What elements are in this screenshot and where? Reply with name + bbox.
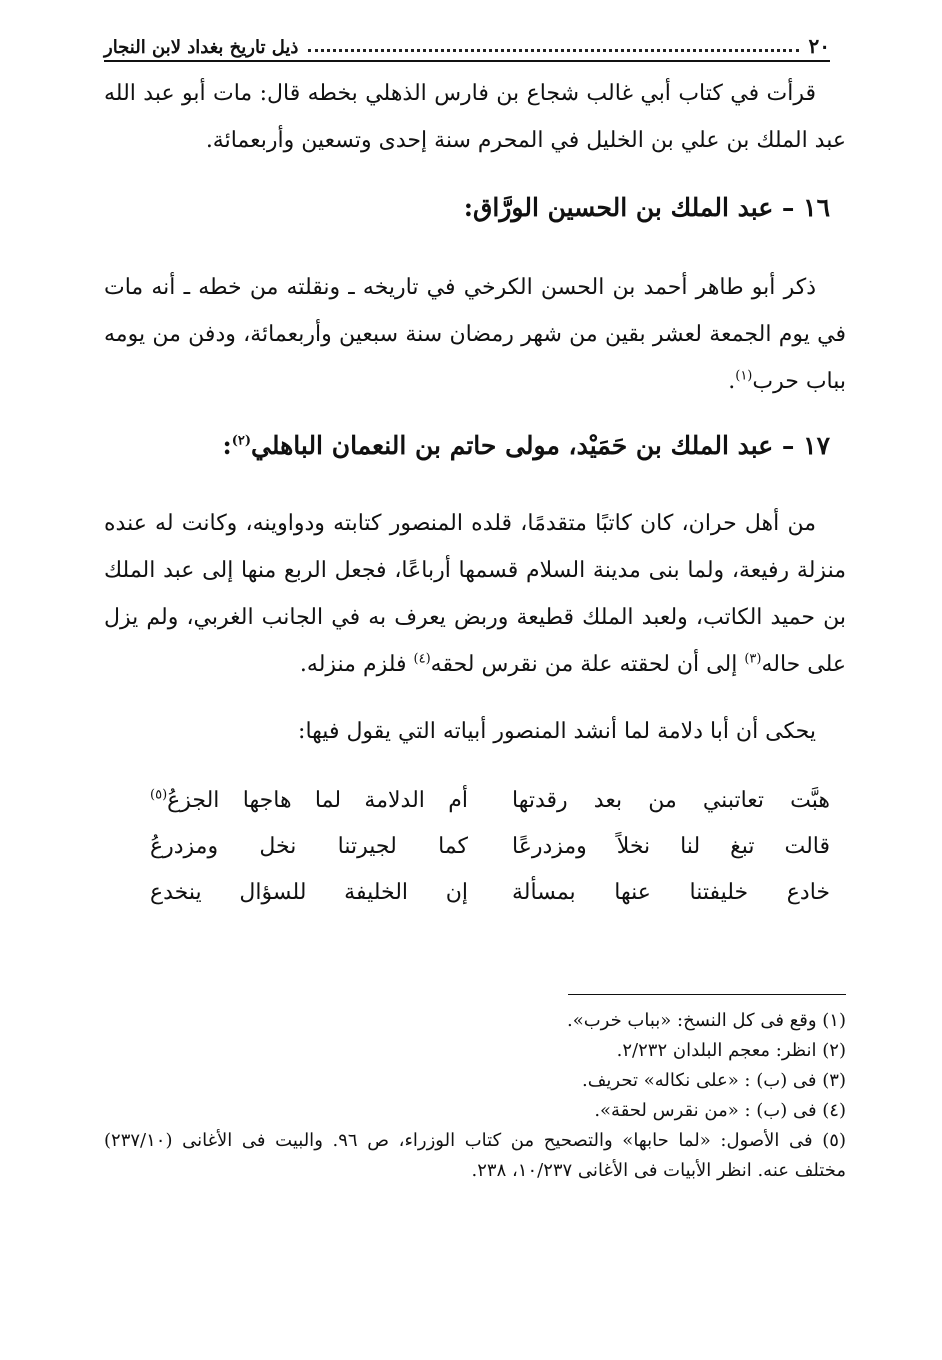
- footnote-1: (١) وقع فى كل النسخ: «بباب خرب».: [566, 1010, 846, 1031]
- verse-3-second-hemistich: إن الخليفة للسؤال ينخدع: [150, 880, 468, 905]
- footnote-4: (٤) فى (ب) : «من نقرس لحقة».: [594, 1100, 846, 1121]
- footnote-ref-3: (٣): [744, 651, 762, 667]
- verse-2-first-hemistich: قالت تبغ لنا نخلاً ومزدرعًا: [512, 834, 830, 859]
- footnote-2: (٢) انظر: معجم البلدان ٢/٢٣٢.: [616, 1040, 846, 1061]
- entry-17-heading-text: ١٧ – عبد الملك بن حَمَيْد، مولى حاتم بن النعمان الباهلي: [250, 431, 830, 460]
- footnote-divider: [568, 994, 846, 995]
- verse-2-second-hemistich: كما لجيرتنا نخل ومزدرعُ: [150, 834, 468, 859]
- poem-verse-2: [150, 824, 830, 870]
- footnote-ref-2: (٢): [231, 433, 251, 449]
- footnote-5: (٥) فى الأصول: «لما حابها» والتصحيح من كتاب الوزراء، ص ٩٦. والبيت فى الأغانى (٢٣٧/١٠) مختلف عنه. انظر الأبيات فى الأغانى ١٠/٢٣٧، ٢٣٨.: [104, 1130, 846, 1181]
- poem-intro-paragraph: يحكى أن أبا دلامة لما أنشد المنصور أبياته التي يقول فيها:: [298, 719, 816, 744]
- header-leader-dots: [308, 49, 798, 52]
- footnote-ref-4: (٤): [413, 651, 431, 667]
- running-title: ذيل تاريخ بغداد لابن النجار: [104, 37, 299, 58]
- entry-16-text-end: .: [728, 369, 736, 394]
- footnote-ref-5: (٥): [150, 787, 168, 803]
- entry-16-text: ذكر أبو طاهر أحمد بن الحسن الكرخي في تاريخه ـ ونقلته من خطه ـ أنه مات في يوم الجمعة لعشر بقين من شهر رمضان سنة سبعين وأربعمائة، ودفن من يومه بباب حرب: [104, 275, 846, 394]
- poem-verse-1: [150, 778, 830, 824]
- entry-16-paragraph: [104, 264, 846, 405]
- verse-3-first-hemistich: خادع خليفتنا عنها بمسألة: [512, 880, 830, 905]
- entry-17-text-a: من أهل حران، كان كاتبًا متقدمًا، قلده المنصور كتابته ودواوينه، وكانت له عنده منزلة رفيعة، ولما بنى مدينة السلام قسمها أرباعًا، فجعل الربع منها إلى عبد الملك بن حميد الكاتب، ولعبد الملك قطيعة وربض يعرف به في الجانب الغربي، ولم يزل على حاله: [104, 511, 846, 677]
- footnote-3: (٣) فى (ب) : «على نكاله» تحريف.: [582, 1070, 846, 1091]
- verse-1-second-hemistich: [150, 778, 468, 824]
- footnote-ref-1: (١): [735, 368, 753, 384]
- poem-verse-3: [150, 870, 830, 916]
- poem: [150, 778, 830, 916]
- footnotes: [104, 1006, 846, 1186]
- intro-paragraph: قرأت في كتاب أبي غالب شجاع بن فارس الذهلي بخطه قال: مات أبو عبد الله عبد الملك بن علي بن الخليل في المحرم سنة إحدى وتسعين وأربعمائة.: [104, 81, 846, 153]
- running-header: [104, 22, 830, 62]
- entry-17-heading-colon: :: [222, 431, 232, 460]
- verse-1-second-hemistich-text: أم الدلامة لما هاجها الجزعُ: [167, 788, 468, 813]
- entry-17-text-b: إلى أن لحقته علة من نقرس لحقه: [430, 652, 745, 677]
- page-number: ٢٠: [808, 34, 830, 58]
- entry-17-text-c: فلزم منزله.: [299, 652, 414, 677]
- entry-16-heading: ١٦ – عبد الملك بن الحسين الورَّاق:: [463, 193, 830, 222]
- entry-17-heading: [104, 424, 830, 468]
- entry-17-paragraph: [104, 500, 846, 688]
- verse-1-first-hemistich: هبَّت تعاتبني من بعد رقدتها: [512, 788, 830, 813]
